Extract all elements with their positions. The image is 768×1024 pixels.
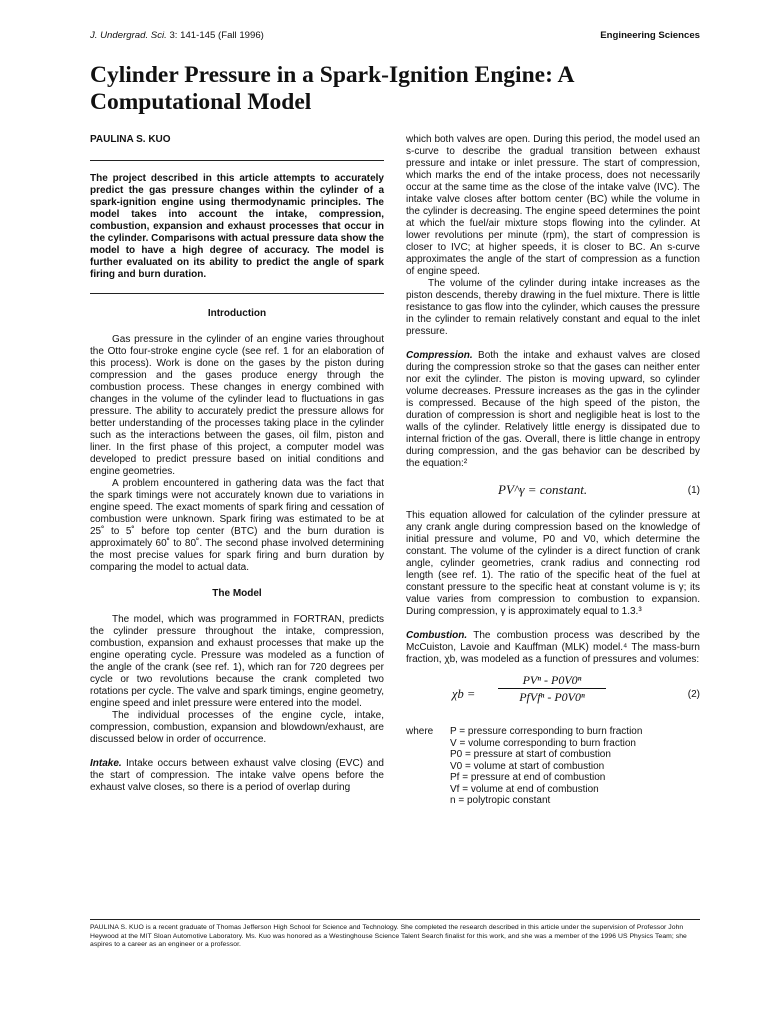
definition-list	[450, 726, 700, 807]
fraction-numerator: PVⁿ - P0V0ⁿ	[498, 674, 606, 689]
section-label: Engineering Sciences	[600, 30, 700, 41]
paragraph: The volume of the cylinder during intake increases as the piston descends, thereby drawing in the fuel mixture. There is little resistance to gas flow into the cylinder, which causes the pressure in the cylinder to remain relatively constant and equal to the inlet pressure.	[406, 278, 700, 337]
left-column	[90, 160, 384, 794]
equation-number: (2)	[687, 689, 700, 700]
section-heading-model: The Model	[212, 588, 262, 599]
paragraph: A problem encountered in gathering data was the fact that the spark timings were not accurately known due to variations in engine speed. The exact moments of spark firing and cessation of combustion were unknown. Spark firing was estimated to be at 25˚ to 5˚ before top center (BTC) and the burn duration is approximately 60˚ to 80˚. The second phase involved determining the most precise values for spark firing and burn duration by comparing the model to actual data.	[90, 478, 384, 573]
equation-2	[406, 674, 700, 718]
article-title: Cylinder Pressure in a Spark-Ignition Engine: A Computational Model	[90, 62, 574, 115]
variable-definitions	[406, 726, 700, 807]
run-in-heading: Compression.	[406, 350, 473, 361]
paragraph: The individual processes of the engine cycle, intake, compression, combustion, expansion and blowdown/exhaust, are discussed below in order of occurrence.	[90, 710, 384, 745]
equation-lhs: χb =	[452, 687, 476, 701]
divider	[90, 293, 384, 294]
paragraph-intake: Intake. Intake occurs between exhaust valve closing (EVC) and the start of compression. The intake valve opens before the exhaust valve closes, so there is a period of overlap during	[90, 758, 384, 793]
paragraph: This equation allowed for calculation of the cylinder pressure at any crank angle during compression based on the knowledge of initial pressure and volume, P0 and V0, which determine the constant. The volume of the cylinder is a direct function of crank angle, cylinder geometries, crank radius and connecting rod length (see ref. 1). The ratio of the specific heat of the fuel at constant pressure to the specific heat at constant volume is γ; its value varies from compression to combustion to expansion. During compression, γ is approximately equal to 1.3.³	[406, 510, 700, 617]
fraction-denominator: PfVfⁿ - P0V0ⁿ	[519, 690, 585, 704]
equation-1	[406, 480, 700, 502]
abstract: The project described in this article attempts to accurately predict the gas pressure changes within the cylinder of a spark-ignition engine using thermodynamic principles. The model takes into account the intake, compression, combustion, expansion and exhaust processes that occur in the cylinder. Comparisons with actual pressure data show the model to have a high degree of accuracy. The model is further evaluated on its ability to predict the angle of spark firing and burn duration.	[90, 173, 384, 280]
journal-volume: 3: 141-145 (Fall 1996)	[169, 30, 264, 41]
definition-item: V0 = volume at start of combustion	[450, 760, 605, 772]
definition-item: n = polytropic constant	[450, 795, 551, 806]
definition-item: P = pressure corresponding to burn fraction	[450, 726, 643, 737]
definition-item: Vf = volume at end of combustion	[450, 783, 599, 795]
equation-text: PV^γ = constant.	[498, 482, 588, 497]
right-column	[406, 134, 700, 807]
paragraph: which both valves are open. During this period, the model used an s-curve to describe the gradual transition between exhaust pressure and intake or inlet pressure. The start of compression, which marks the end of the intake process, does not necessarily occur at the same time as the close of the intake valve (IVC). The intake valve closes after bottom center (BC) while the volume in the cylinder is decreasing. The engine speed determines the point at which the fuel/air mixture stops flowing into the cylinder. At lower revolutions per minute (rpm), the start of compression is closer to IVC; at higher speeds, it is closer to BC. An s-curve approximates the angle of the start of compression as a function of engine speed.	[406, 134, 700, 277]
paragraph: Gas pressure in the cylinder of an engine varies throughout the Otto four-stroke engine cycle (see ref. 1 for an elaboration of this process). Work is done on the gases by the piston during compression and the gases produce energy through the combustion process. These changes in energy combined with changes in the volume of the cylinder lead to fluctuations in gas pressure. The ability to accurately predict the pressure allows for better understanding of the processes taking place in the cylinder such as the interactions between the gases, oil film, piston and liner. In the first phase of this project, a computer model was developed to predict pressure based on initial conditions and engine geometries.	[90, 334, 384, 477]
where-label: where	[406, 726, 434, 737]
definition-item: P0 = pressure at start of combustion	[450, 749, 611, 760]
definition-item: V = volume corresponding to burn fraction	[450, 737, 636, 749]
equation-number: (1)	[687, 485, 700, 496]
section-heading-introduction: Introduction	[207, 308, 267, 319]
paragraph-compression: Compression. Both the intake and exhaust valves are closed during the compression stroke so that the gases can neither enter nor exit the cylinder. The piston is moving upward, so cylinder volume decreases. Pressure increases as the gas in the cylinder is compressed. Because of the high speed of the piston, the duration of compression is short and negligible heat is lost to the walls of the cylinder. Relatively little energy is dissipated due to internal friction of the gas. Overall, there is little change in entropy during compression, and the gas behavior can be described by the equation:²	[406, 350, 700, 469]
divider	[90, 160, 384, 161]
run-in-heading: Combustion.	[406, 630, 468, 641]
run-in-heading: Intake.	[90, 758, 122, 769]
equation-fraction	[498, 674, 606, 703]
journal-name: J. Undergrad. Sci.	[90, 30, 167, 41]
journal-citation	[90, 30, 264, 41]
paragraph-combustion: Combustion. The combustion process was described by the McCuiston, Lavoie and Kauffman (MLK) model.⁴ The mass-burn fraction, χb, was modeled as a function of pressures and volumes:	[406, 630, 700, 665]
author-footnote: PAULINA S. KUO is a recent graduate of Thomas Jefferson High School for Science and Technology. She completed the research described in this article under the supervision of Professor John Heywood at the MIT Sloan Automotive Laboratory. Ms. Kuo was honored as a Westinghouse Science Talent Search finalist for this work, and she was a member of the 1996 US Physics Team; she aspires to a career as an engineer or a professor.	[90, 919, 700, 950]
paragraph: The model, which was programmed in FORTRAN, predicts the cylinder pressure throughout the intake, compression, combustion, expansion and exhaust processes that make up the engine operating cycle. Pressure was modeled as a function of the angle of the crank (see ref. 1), which ran for 720 degrees per cycle or two revolutions because the crank completed two rotations per cycle. The valve and spark timings, engine geometry, engine speed and inlet pressure were entered into the model.	[90, 614, 384, 709]
author-name: PAULINA S. KUO	[90, 134, 171, 145]
definition-item: Pf = pressure at end of combustion	[450, 772, 606, 783]
